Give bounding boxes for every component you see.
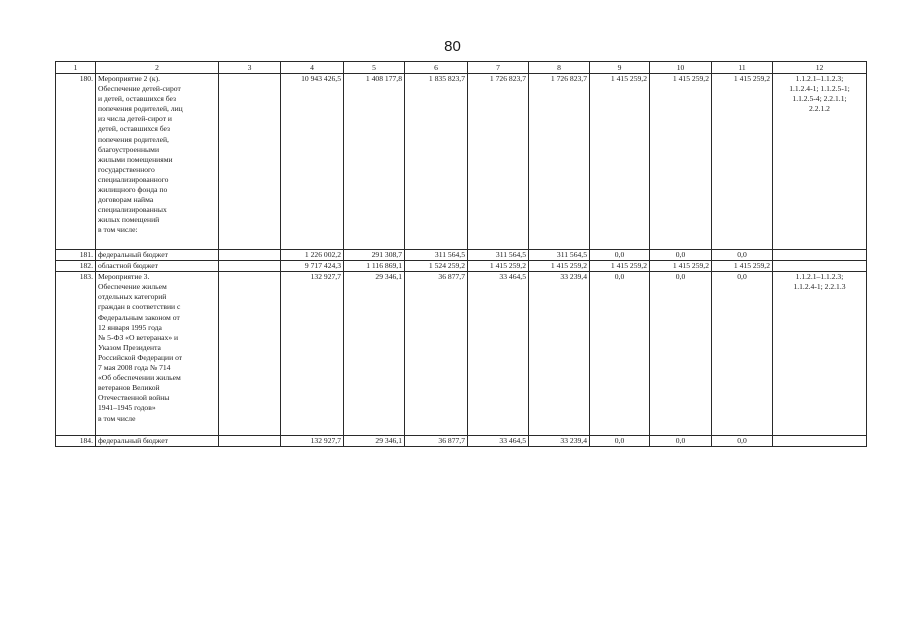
column-header-5: 5: [344, 62, 405, 74]
cell-col-10: 0,0: [650, 272, 712, 436]
column-header-2: 2: [96, 62, 219, 74]
cell-col-9: 0,0: [590, 272, 650, 436]
cell-col-9: 1 415 259,2: [590, 74, 650, 250]
column-header-7: 7: [468, 62, 529, 74]
cell-col-8: 33 239,4: [529, 272, 590, 436]
cell-col-11: 0,0: [712, 272, 773, 436]
cell-col-4: 132 927,7: [281, 272, 344, 436]
row-description: федеральный бюджет: [96, 436, 219, 447]
column-header-4: 4: [281, 62, 344, 74]
row-number: 184.: [56, 436, 96, 447]
cell-col-4: 9 717 424,3: [281, 261, 344, 272]
column-header-8: 8: [529, 62, 590, 74]
cell-col-5: 29 346,1: [344, 272, 405, 436]
cell-col-7: 1 415 259,2: [468, 261, 529, 272]
cell-col-10: 1 415 259,2: [650, 74, 712, 250]
row-description: федеральный бюджет: [96, 250, 219, 261]
cell-col-12: [773, 436, 867, 447]
column-header-12: 12: [773, 62, 867, 74]
cell-col-3: [219, 261, 281, 272]
cell-col-4: 132 927,7: [281, 436, 344, 447]
cell-col-10: 0,0: [650, 436, 712, 447]
cell-col-7: 311 564,5: [468, 250, 529, 261]
cell-col-3: [219, 272, 281, 436]
cell-col-5: 1 408 177,8: [344, 74, 405, 250]
column-header-11: 11: [712, 62, 773, 74]
cell-col-5: 29 346,1: [344, 436, 405, 447]
cell-col-11: 0,0: [712, 436, 773, 447]
column-header-1: 1: [56, 62, 96, 74]
column-header-3: 3: [219, 62, 281, 74]
cell-col-10: 0,0: [650, 250, 712, 261]
row-number: 181.: [56, 250, 96, 261]
row-description: Мероприятие 3. Обеспечение жильем отдельных категорий граждан в соответствии с Федеральным законом от 12 января 1995 года № 5-ФЗ «О ветеранах» и Указом Президента Российской Федерации от 7 мая 2008 года № 714 «Об обеспечении жильем ветеранов Великой Отечественной войны 1941–1945 годов» в том числе: [96, 272, 219, 436]
cell-col-6: 36 877,7: [405, 436, 468, 447]
cell-col-6: 1 524 259,2: [405, 261, 468, 272]
cell-col-12: 1.1.2.1–1.1.2.3; 1.1.2.4-1; 2.2.1.3: [773, 272, 867, 436]
cell-col-8: 1 726 823,7: [529, 74, 590, 250]
cell-col-3: [219, 74, 281, 250]
cell-col-10: 1 415 259,2: [650, 261, 712, 272]
table-row: [56, 436, 867, 447]
row-description: областной бюджет: [96, 261, 219, 272]
cell-col-6: 311 564,5: [405, 250, 468, 261]
row-description: Мероприятие 2 (к). Обеспечение детей-сирот и детей, оставшихся без попечения родителей, лиц из числа детей-сирот и детей, оставшихся без попечения родителей, благоустроенными жилыми помещениями государственного специализированного жилищного фонда по договорам найма специализированных жилых помещений в том числе:: [96, 74, 219, 250]
cell-col-12: [773, 261, 867, 272]
cell-col-8: 33 239,4: [529, 436, 590, 447]
header-row: [56, 62, 867, 74]
cell-col-3: [219, 250, 281, 261]
cell-col-7: 1 726 823,7: [468, 74, 529, 250]
cell-col-5: 291 308,7: [344, 250, 405, 261]
row-number: 183.: [56, 272, 96, 436]
row-number: 180.: [56, 74, 96, 250]
cell-col-11: 1 415 259,2: [712, 261, 773, 272]
cell-col-7: 33 464,5: [468, 272, 529, 436]
cell-col-11: 1 415 259,2: [712, 74, 773, 250]
cell-col-12: [773, 250, 867, 261]
column-header-10: 10: [650, 62, 712, 74]
column-header-6: 6: [405, 62, 468, 74]
table-row: [56, 250, 867, 261]
cell-col-11: 0,0: [712, 250, 773, 261]
cell-col-12: 1.1.2.1–1.1.2.3; 1.1.2.4-1; 1.1.2.5-1; 1.1.2.5-4; 2.2.1.1; 2.2.1.2: [773, 74, 867, 250]
cell-col-9: 1 415 259,2: [590, 261, 650, 272]
cell-col-4: 1 226 002,2: [281, 250, 344, 261]
cell-col-3: [219, 436, 281, 447]
budget-table: [55, 61, 867, 447]
cell-col-7: 33 464,5: [468, 436, 529, 447]
page-number: 80: [444, 38, 461, 55]
cell-col-4: 10 943 426,5: [281, 74, 344, 250]
cell-col-8: 1 415 259,2: [529, 261, 590, 272]
table-row: [56, 74, 867, 250]
row-number: 182.: [56, 261, 96, 272]
cell-col-6: 1 835 823,7: [405, 74, 468, 250]
cell-col-5: 1 116 869,1: [344, 261, 405, 272]
cell-col-8: 311 564,5: [529, 250, 590, 261]
table-row: [56, 272, 867, 436]
cell-col-9: 0,0: [590, 250, 650, 261]
table-row: [56, 261, 867, 272]
column-header-9: 9: [590, 62, 650, 74]
cell-col-9: 0,0: [590, 436, 650, 447]
cell-col-6: 36 877,7: [405, 272, 468, 436]
